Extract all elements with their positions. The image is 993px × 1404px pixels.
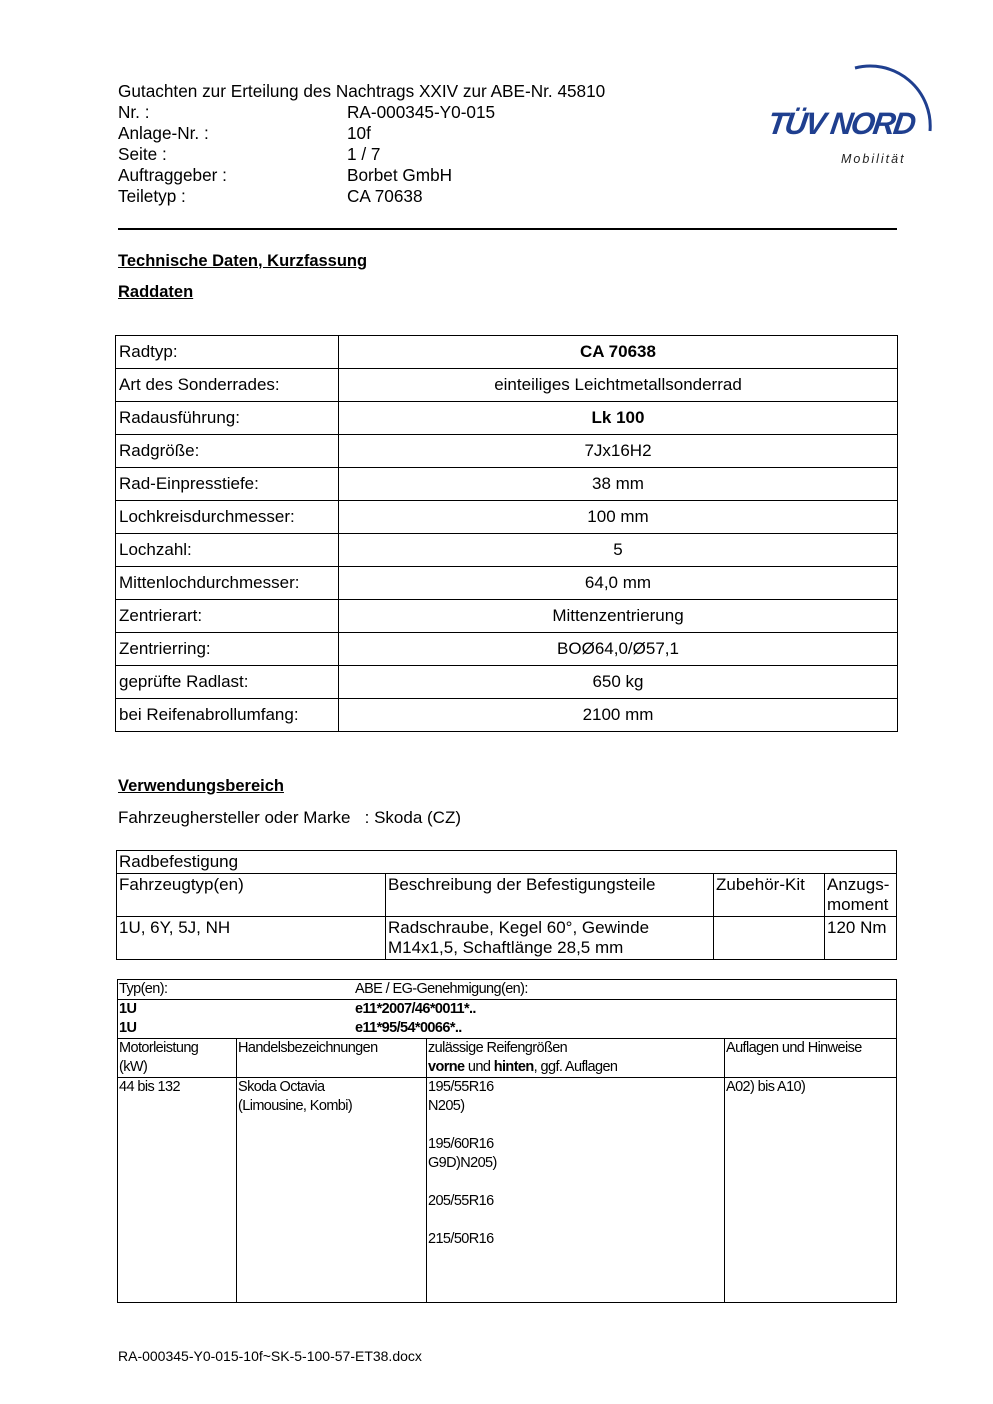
table-row (116, 600, 898, 633)
table-row (117, 851, 897, 874)
row-label: Radausführung: (116, 402, 339, 435)
header-line: Motorleistung (119, 1040, 199, 1056)
tire-spacer (428, 1173, 723, 1192)
header-row-seite (118, 144, 678, 165)
fastening-title: Radbefestigung (117, 851, 897, 874)
header-row-anlage (118, 123, 678, 144)
header-line: (kW) (119, 1059, 148, 1075)
manufacturer-value: Skoda (CZ) (374, 808, 462, 827)
header-value: CA 70638 (347, 186, 423, 206)
trade-names (237, 1078, 427, 1303)
header-row-teiletyp (118, 186, 678, 207)
tire-spacer (428, 1116, 723, 1135)
table-row (118, 1078, 897, 1303)
row-label: Lochzahl: (116, 534, 339, 567)
vehicle-types: 1U, 6Y, 5J, NH (117, 917, 386, 960)
row-label: geprüfte Radlast: (116, 666, 339, 699)
row-value: 64,0 mm (339, 567, 898, 600)
header-label: Teiletyp : (118, 186, 186, 206)
header-line: zulässige Reifengrößen (428, 1040, 568, 1056)
col-header: Zubehör-Kit (714, 874, 825, 917)
col-header-trade: Handelsbezeichnungen (237, 1039, 427, 1078)
approval-number: e11*2007/46*0011*.. (355, 1001, 476, 1017)
section-usage: Verwendungsbereich (118, 777, 284, 795)
manufacturer-separator: : (364, 808, 370, 827)
tire-spacer (428, 1211, 723, 1230)
row-value: 38 mm (339, 468, 898, 501)
table-row (116, 567, 898, 600)
manufacturer-label: Fahrzeughersteller oder Marke (118, 808, 351, 827)
tire-size: 195/55R16 (428, 1079, 494, 1095)
row-value: 100 mm (339, 501, 898, 534)
approval-line (119, 1000, 895, 1019)
header-value: Borbet GmbH (347, 165, 453, 185)
header-label: Seite : (118, 144, 167, 164)
col-header-torque (825, 874, 897, 917)
approval-line (119, 1019, 895, 1038)
type-approval-header (118, 980, 897, 1000)
table-row (116, 501, 898, 534)
header-row-nr (118, 102, 678, 123)
header-row-auftraggeber (118, 165, 678, 186)
description-line: M14x1,5, Schaftlänge 28,5 mm (388, 938, 624, 957)
row-label: Rad-Einpresstiefe: (116, 468, 339, 501)
header-title: Gutachten zur Erteilung des Nachtrags XXIV zur ABE-Nr. 45810 (118, 81, 606, 101)
table-row (116, 468, 898, 501)
torque-value: 120 Nm (825, 917, 897, 960)
approvals-label: ABE / EG-Genehmigung(en): (355, 981, 528, 997)
tire-size: 195/60R16 (428, 1136, 494, 1152)
row-label: bei Reifenabrollumfang: (116, 699, 339, 732)
table-row (117, 917, 897, 960)
tire-note: N205) (428, 1098, 465, 1114)
table-row (118, 1000, 897, 1039)
tuev-nord-logo (760, 56, 950, 176)
row-value: Lk 100 (339, 402, 898, 435)
header-end: , ggf. Auflagen (533, 1059, 618, 1075)
col-header: Beschreibung der Befestigungsteile (386, 874, 714, 917)
section-wheel-data: Raddaten (118, 283, 194, 301)
table-row (116, 699, 898, 732)
table-row (118, 1039, 897, 1078)
tire-size: 215/50R16 (428, 1231, 494, 1247)
col-header-power (118, 1039, 237, 1078)
notes: A02) bis A10) (725, 1078, 897, 1303)
approval-type: 1U (119, 1020, 137, 1036)
row-label: Mittenlochdurchmesser: (116, 567, 339, 600)
header-value: 10f (347, 123, 371, 143)
header-rear: hinten (493, 1059, 534, 1075)
table-row (116, 369, 898, 402)
document-header (118, 81, 678, 207)
header-value: 1 / 7 (347, 144, 381, 164)
row-value: 5 (339, 534, 898, 567)
logo-wordmark: TÜV NORD (765, 106, 917, 141)
table-row (116, 666, 898, 699)
col-header-line: Anzugs- (827, 875, 890, 894)
row-label: Art des Sonderrades: (116, 369, 339, 402)
approval-number: e11*95/54*0066*.. (355, 1020, 462, 1036)
logo-subtitle: Mobilität (841, 152, 906, 166)
row-value: einteiliges Leichtmetallsonderrad (339, 369, 898, 402)
approval-type: 1U (119, 1001, 137, 1017)
tire-size: 205/55R16 (428, 1193, 494, 1209)
tire-sizes (427, 1078, 725, 1303)
col-header-line: moment (827, 895, 889, 914)
types-label: Typ(en): (119, 981, 168, 997)
header-label: Auftraggeber : (118, 165, 227, 185)
header-line (119, 980, 895, 999)
row-label: Zentrierart: (116, 600, 339, 633)
accessory-kit (714, 917, 825, 960)
wheel-data-table (115, 335, 898, 732)
tire-note: G9D)N205) (428, 1155, 497, 1171)
table-row (116, 534, 898, 567)
table-row (118, 980, 897, 1000)
footer-filename: RA-000345-Y0-015-10f~SK-5-100-57-ET38.docx (118, 1348, 422, 1364)
col-header-notes: Auflagen und Hinweise (725, 1039, 897, 1078)
row-value: 7Jx16H2 (339, 435, 898, 468)
table-row (116, 336, 898, 369)
table-row (116, 633, 898, 666)
fastening-description (386, 917, 714, 960)
row-label: Radtyp: (116, 336, 339, 369)
header-label: Anlage-Nr. : (118, 123, 209, 143)
trade-line: Skoda Octavia (238, 1079, 325, 1095)
header-label: Nr. : (118, 102, 150, 122)
header-front: vorne (428, 1059, 465, 1075)
row-label: Zentrierring: (116, 633, 339, 666)
engine-power: 44 bis 132 (118, 1078, 237, 1303)
row-value: Mittenzentrierung (339, 600, 898, 633)
fastening-table (116, 850, 897, 960)
col-header-tires (427, 1039, 725, 1078)
trade-line: (Limousine, Kombi) (238, 1098, 353, 1114)
manufacturer-line (118, 808, 461, 828)
table-row (116, 435, 898, 468)
table-row (116, 402, 898, 435)
header-line (428, 1058, 723, 1077)
description-line: Radschraube, Kegel 60°, Gewinde (388, 918, 650, 937)
header-value: RA-000345-Y0-015 (347, 102, 496, 122)
row-label: Lochkreisdurchmesser: (116, 501, 339, 534)
col-header: Fahrzeugtyp(en) (117, 874, 386, 917)
row-value: CA 70638 (339, 336, 898, 369)
row-value: 650 kg (339, 666, 898, 699)
row-label: Radgröße: (116, 435, 339, 468)
row-value: 2100 mm (339, 699, 898, 732)
section-technical-data: Technische Daten, Kurzfassung (118, 252, 368, 270)
approval-list (118, 1000, 897, 1039)
table-row (117, 874, 897, 917)
type-approval-table (117, 979, 897, 1303)
header-divider (118, 228, 897, 230)
header-and: und (464, 1059, 494, 1075)
row-value: BOØ64,0/Ø57,1 (339, 633, 898, 666)
